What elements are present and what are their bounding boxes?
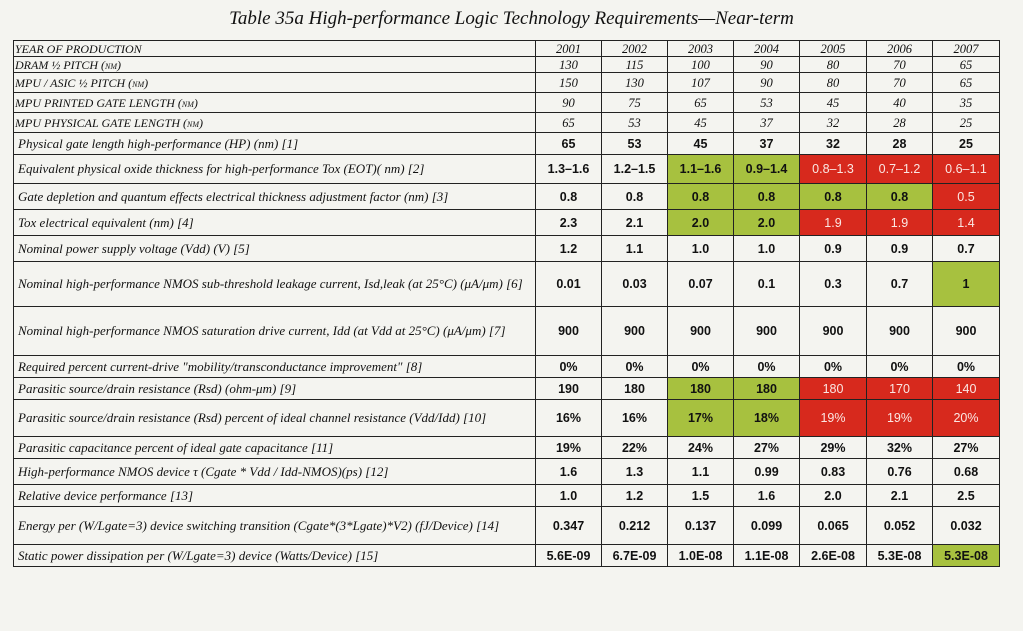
value-cell: 107 — [668, 73, 734, 93]
value-cell: 6.7E-09 — [602, 545, 668, 567]
value-cell: 37 — [734, 133, 800, 155]
value-cell: 17% — [668, 400, 734, 437]
table-row — [14, 262, 1000, 307]
value-cell: 0.83 — [800, 459, 867, 485]
table-row — [14, 507, 1000, 545]
value-cell: 0% — [602, 356, 668, 378]
row-label: Gate depletion and quantum effects electrical thickness adjustment factor (nm) [3] — [14, 184, 536, 210]
value-cell: 1.3 — [602, 459, 668, 485]
value-cell: 900 — [536, 307, 602, 356]
value-cell: 53 — [734, 93, 800, 113]
value-cell: 0% — [933, 356, 1000, 378]
value-cell: 1.2 — [602, 485, 668, 507]
value-cell: 1 — [933, 262, 1000, 307]
value-cell: 1.2 — [536, 236, 602, 262]
row-label: MPU / ASIC ½ PITCH (nm) — [14, 73, 536, 93]
value-cell: 19% — [800, 400, 867, 437]
value-cell: 0.137 — [668, 507, 734, 545]
value-cell: 25 — [933, 133, 1000, 155]
value-cell: 180 — [800, 378, 867, 400]
value-cell: 27% — [734, 437, 800, 459]
value-cell: 0.03 — [602, 262, 668, 307]
value-cell: 1.2–1.5 — [602, 155, 668, 184]
value-cell: 900 — [800, 307, 867, 356]
value-cell: 90 — [536, 93, 602, 113]
value-cell: 900 — [602, 307, 668, 356]
header-label: YEAR OF PRODUCTION — [14, 41, 536, 57]
value-cell: 1.1E-08 — [734, 545, 800, 567]
value-cell: 1.4 — [933, 210, 1000, 236]
value-cell: 0.1 — [734, 262, 800, 307]
value-cell: 190 — [536, 378, 602, 400]
value-cell: 0.76 — [867, 459, 933, 485]
value-cell: 1.0 — [668, 236, 734, 262]
value-cell: 37 — [734, 113, 800, 133]
value-cell: 900 — [933, 307, 1000, 356]
value-cell: 150 — [536, 73, 602, 93]
year-header: 2004 — [734, 41, 800, 57]
value-cell: 5.3E-08 — [933, 545, 1000, 567]
value-cell: 1.1 — [602, 236, 668, 262]
value-cell: 32 — [800, 113, 867, 133]
value-cell: 1.9 — [867, 210, 933, 236]
value-cell: 0.7 — [867, 262, 933, 307]
value-cell: 19% — [536, 437, 602, 459]
row-label: Relative device performance [13] — [14, 485, 536, 507]
value-cell: 2.3 — [536, 210, 602, 236]
table-title: Table 35a High-performance Logic Technology Requirements—Near-term — [229, 8, 794, 29]
value-cell: 0.8 — [536, 184, 602, 210]
value-cell: 2.1 — [602, 210, 668, 236]
header-row — [14, 41, 1000, 57]
row-label: DRAM ½ PITCH (nm) — [14, 57, 536, 73]
value-cell: 65 — [536, 113, 602, 133]
value-cell: 900 — [668, 307, 734, 356]
value-cell: 0.9 — [800, 236, 867, 262]
value-cell: 0.9–1.4 — [734, 155, 800, 184]
table-row — [14, 545, 1000, 567]
year-header: 2007 — [933, 41, 1000, 57]
value-cell: 100 — [668, 57, 734, 73]
row-label: Parasitic source/drain resistance (Rsd) percent of ideal channel resistance (Vdd/Idd) [10] — [14, 400, 536, 437]
value-cell: 1.5 — [668, 485, 734, 507]
value-cell: 0.099 — [734, 507, 800, 545]
value-cell: 1.6 — [536, 459, 602, 485]
value-cell: 900 — [867, 307, 933, 356]
value-cell: 65 — [536, 133, 602, 155]
table-row — [14, 459, 1000, 485]
value-cell: 20% — [933, 400, 1000, 437]
value-cell: 0.212 — [602, 507, 668, 545]
table-row — [14, 437, 1000, 459]
value-cell: 0.68 — [933, 459, 1000, 485]
value-cell: 80 — [800, 73, 867, 93]
value-cell: 25 — [933, 113, 1000, 133]
row-label: Nominal high-performance NMOS saturation drive current, Idd (at Vdd at 25°C) (μA/μm) [7] — [14, 307, 536, 356]
value-cell: 75 — [602, 93, 668, 113]
table-row — [14, 236, 1000, 262]
value-cell: 1.3–1.6 — [536, 155, 602, 184]
value-cell: 0.8 — [734, 184, 800, 210]
value-cell: 32% — [867, 437, 933, 459]
row-label: MPU PRINTED GATE LENGTH (nm) — [14, 93, 536, 113]
value-cell: 0.3 — [800, 262, 867, 307]
value-cell: 70 — [867, 57, 933, 73]
value-cell: 1.1 — [668, 459, 734, 485]
value-cell: 180 — [734, 378, 800, 400]
table-row — [14, 307, 1000, 356]
row-label: High-performance NMOS device τ (Cgate * Vdd / Idd-NMOS)(ps) [12] — [14, 459, 536, 485]
row-label: MPU PHYSICAL GATE LENGTH (nm) — [14, 113, 536, 133]
value-cell: 16% — [602, 400, 668, 437]
year-header: 2001 — [536, 41, 602, 57]
value-cell: 65 — [933, 57, 1000, 73]
value-cell: 1.1–1.6 — [668, 155, 734, 184]
table-row — [14, 184, 1000, 210]
value-cell: 45 — [668, 133, 734, 155]
value-cell: 0.6–1.1 — [933, 155, 1000, 184]
value-cell: 0.8 — [800, 184, 867, 210]
value-cell: 80 — [800, 57, 867, 73]
value-cell: 1.0 — [536, 485, 602, 507]
value-cell: 0.052 — [867, 507, 933, 545]
value-cell: 0.7–1.2 — [867, 155, 933, 184]
value-cell: 32 — [800, 133, 867, 155]
value-cell: 0.01 — [536, 262, 602, 307]
value-cell: 180 — [668, 378, 734, 400]
value-cell: 16% — [536, 400, 602, 437]
value-cell: 2.1 — [867, 485, 933, 507]
row-label: Nominal high-performance NMOS sub-threshold leakage current, Isd,leak (at 25°C) (μA/μm) [6] — [14, 262, 536, 307]
row-label: Parasitic source/drain resistance (Rsd) (ohm-μm) [9] — [14, 378, 536, 400]
row-label: Static power dissipation per (W/Lgate=3) device (Watts/Device) [15] — [14, 545, 536, 567]
year-header: 2005 — [800, 41, 867, 57]
table-row — [14, 57, 1000, 73]
table-row — [14, 356, 1000, 378]
value-cell: 2.5 — [933, 485, 1000, 507]
value-cell: 5.6E-09 — [536, 545, 602, 567]
table-row — [14, 378, 1000, 400]
value-cell: 0.347 — [536, 507, 602, 545]
value-cell: 115 — [602, 57, 668, 73]
table-row — [14, 210, 1000, 236]
value-cell: 0% — [668, 356, 734, 378]
year-header: 2006 — [867, 41, 933, 57]
value-cell: 2.0 — [800, 485, 867, 507]
value-cell: 0.032 — [933, 507, 1000, 545]
value-cell: 0% — [800, 356, 867, 378]
value-cell: 2.0 — [734, 210, 800, 236]
value-cell: 1.9 — [800, 210, 867, 236]
table-row — [14, 485, 1000, 507]
value-cell: 0.8–1.3 — [800, 155, 867, 184]
value-cell: 0.07 — [668, 262, 734, 307]
value-cell: 0% — [536, 356, 602, 378]
value-cell: 140 — [933, 378, 1000, 400]
row-label: Energy per (W/Lgate=3) device switching transition (Cgate*(3*Lgate)*V2) (fJ/Device) [14] — [14, 507, 536, 545]
year-header: 2003 — [668, 41, 734, 57]
value-cell: 130 — [602, 73, 668, 93]
value-cell: 0.9 — [867, 236, 933, 262]
row-label: Equivalent physical oxide thickness for high-performance Tox (EOT)( nm) [2] — [14, 155, 536, 184]
value-cell: 0.7 — [933, 236, 1000, 262]
value-cell: 45 — [800, 93, 867, 113]
value-cell: 0.8 — [602, 184, 668, 210]
value-cell: 170 — [867, 378, 933, 400]
row-label: Required percent current-drive "mobility/transconductance improvement" [8] — [14, 356, 536, 378]
value-cell: 53 — [602, 113, 668, 133]
year-header: 2002 — [602, 41, 668, 57]
value-cell: 0.8 — [867, 184, 933, 210]
value-cell: 0.5 — [933, 184, 1000, 210]
value-cell: 35 — [933, 93, 1000, 113]
value-cell: 0.99 — [734, 459, 800, 485]
value-cell: 19% — [867, 400, 933, 437]
value-cell: 22% — [602, 437, 668, 459]
value-cell: 65 — [933, 73, 1000, 93]
value-cell: 24% — [668, 437, 734, 459]
value-cell: 0.065 — [800, 507, 867, 545]
row-label: Parasitic capacitance percent of ideal gate capacitance [11] — [14, 437, 536, 459]
value-cell: 2.6E-08 — [800, 545, 867, 567]
value-cell: 29% — [800, 437, 867, 459]
value-cell: 27% — [933, 437, 1000, 459]
value-cell: 70 — [867, 73, 933, 93]
value-cell: 1.6 — [734, 485, 800, 507]
value-cell: 180 — [602, 378, 668, 400]
value-cell: 45 — [668, 113, 734, 133]
value-cell: 130 — [536, 57, 602, 73]
table-row — [14, 133, 1000, 155]
value-cell: 1.0E-08 — [668, 545, 734, 567]
value-cell: 18% — [734, 400, 800, 437]
table-row — [14, 93, 1000, 113]
value-cell: 0% — [867, 356, 933, 378]
row-label: Tox electrical equivalent (nm) [4] — [14, 210, 536, 236]
table-row — [14, 155, 1000, 184]
row-label: Nominal power supply voltage (Vdd) (V) [5] — [14, 236, 536, 262]
requirements-table — [13, 40, 1000, 567]
value-cell: 28 — [867, 113, 933, 133]
value-cell: 40 — [867, 93, 933, 113]
value-cell: 1.0 — [734, 236, 800, 262]
table-row — [14, 113, 1000, 133]
value-cell: 53 — [602, 133, 668, 155]
value-cell: 5.3E-08 — [867, 545, 933, 567]
value-cell: 900 — [734, 307, 800, 356]
value-cell: 90 — [734, 57, 800, 73]
value-cell: 28 — [867, 133, 933, 155]
value-cell: 0.8 — [668, 184, 734, 210]
value-cell: 90 — [734, 73, 800, 93]
value-cell: 2.0 — [668, 210, 734, 236]
value-cell: 65 — [668, 93, 734, 113]
table-row — [14, 400, 1000, 437]
table-row — [14, 73, 1000, 93]
row-label: Physical gate length high-performance (HP) (nm) [1] — [14, 133, 536, 155]
value-cell: 0% — [734, 356, 800, 378]
